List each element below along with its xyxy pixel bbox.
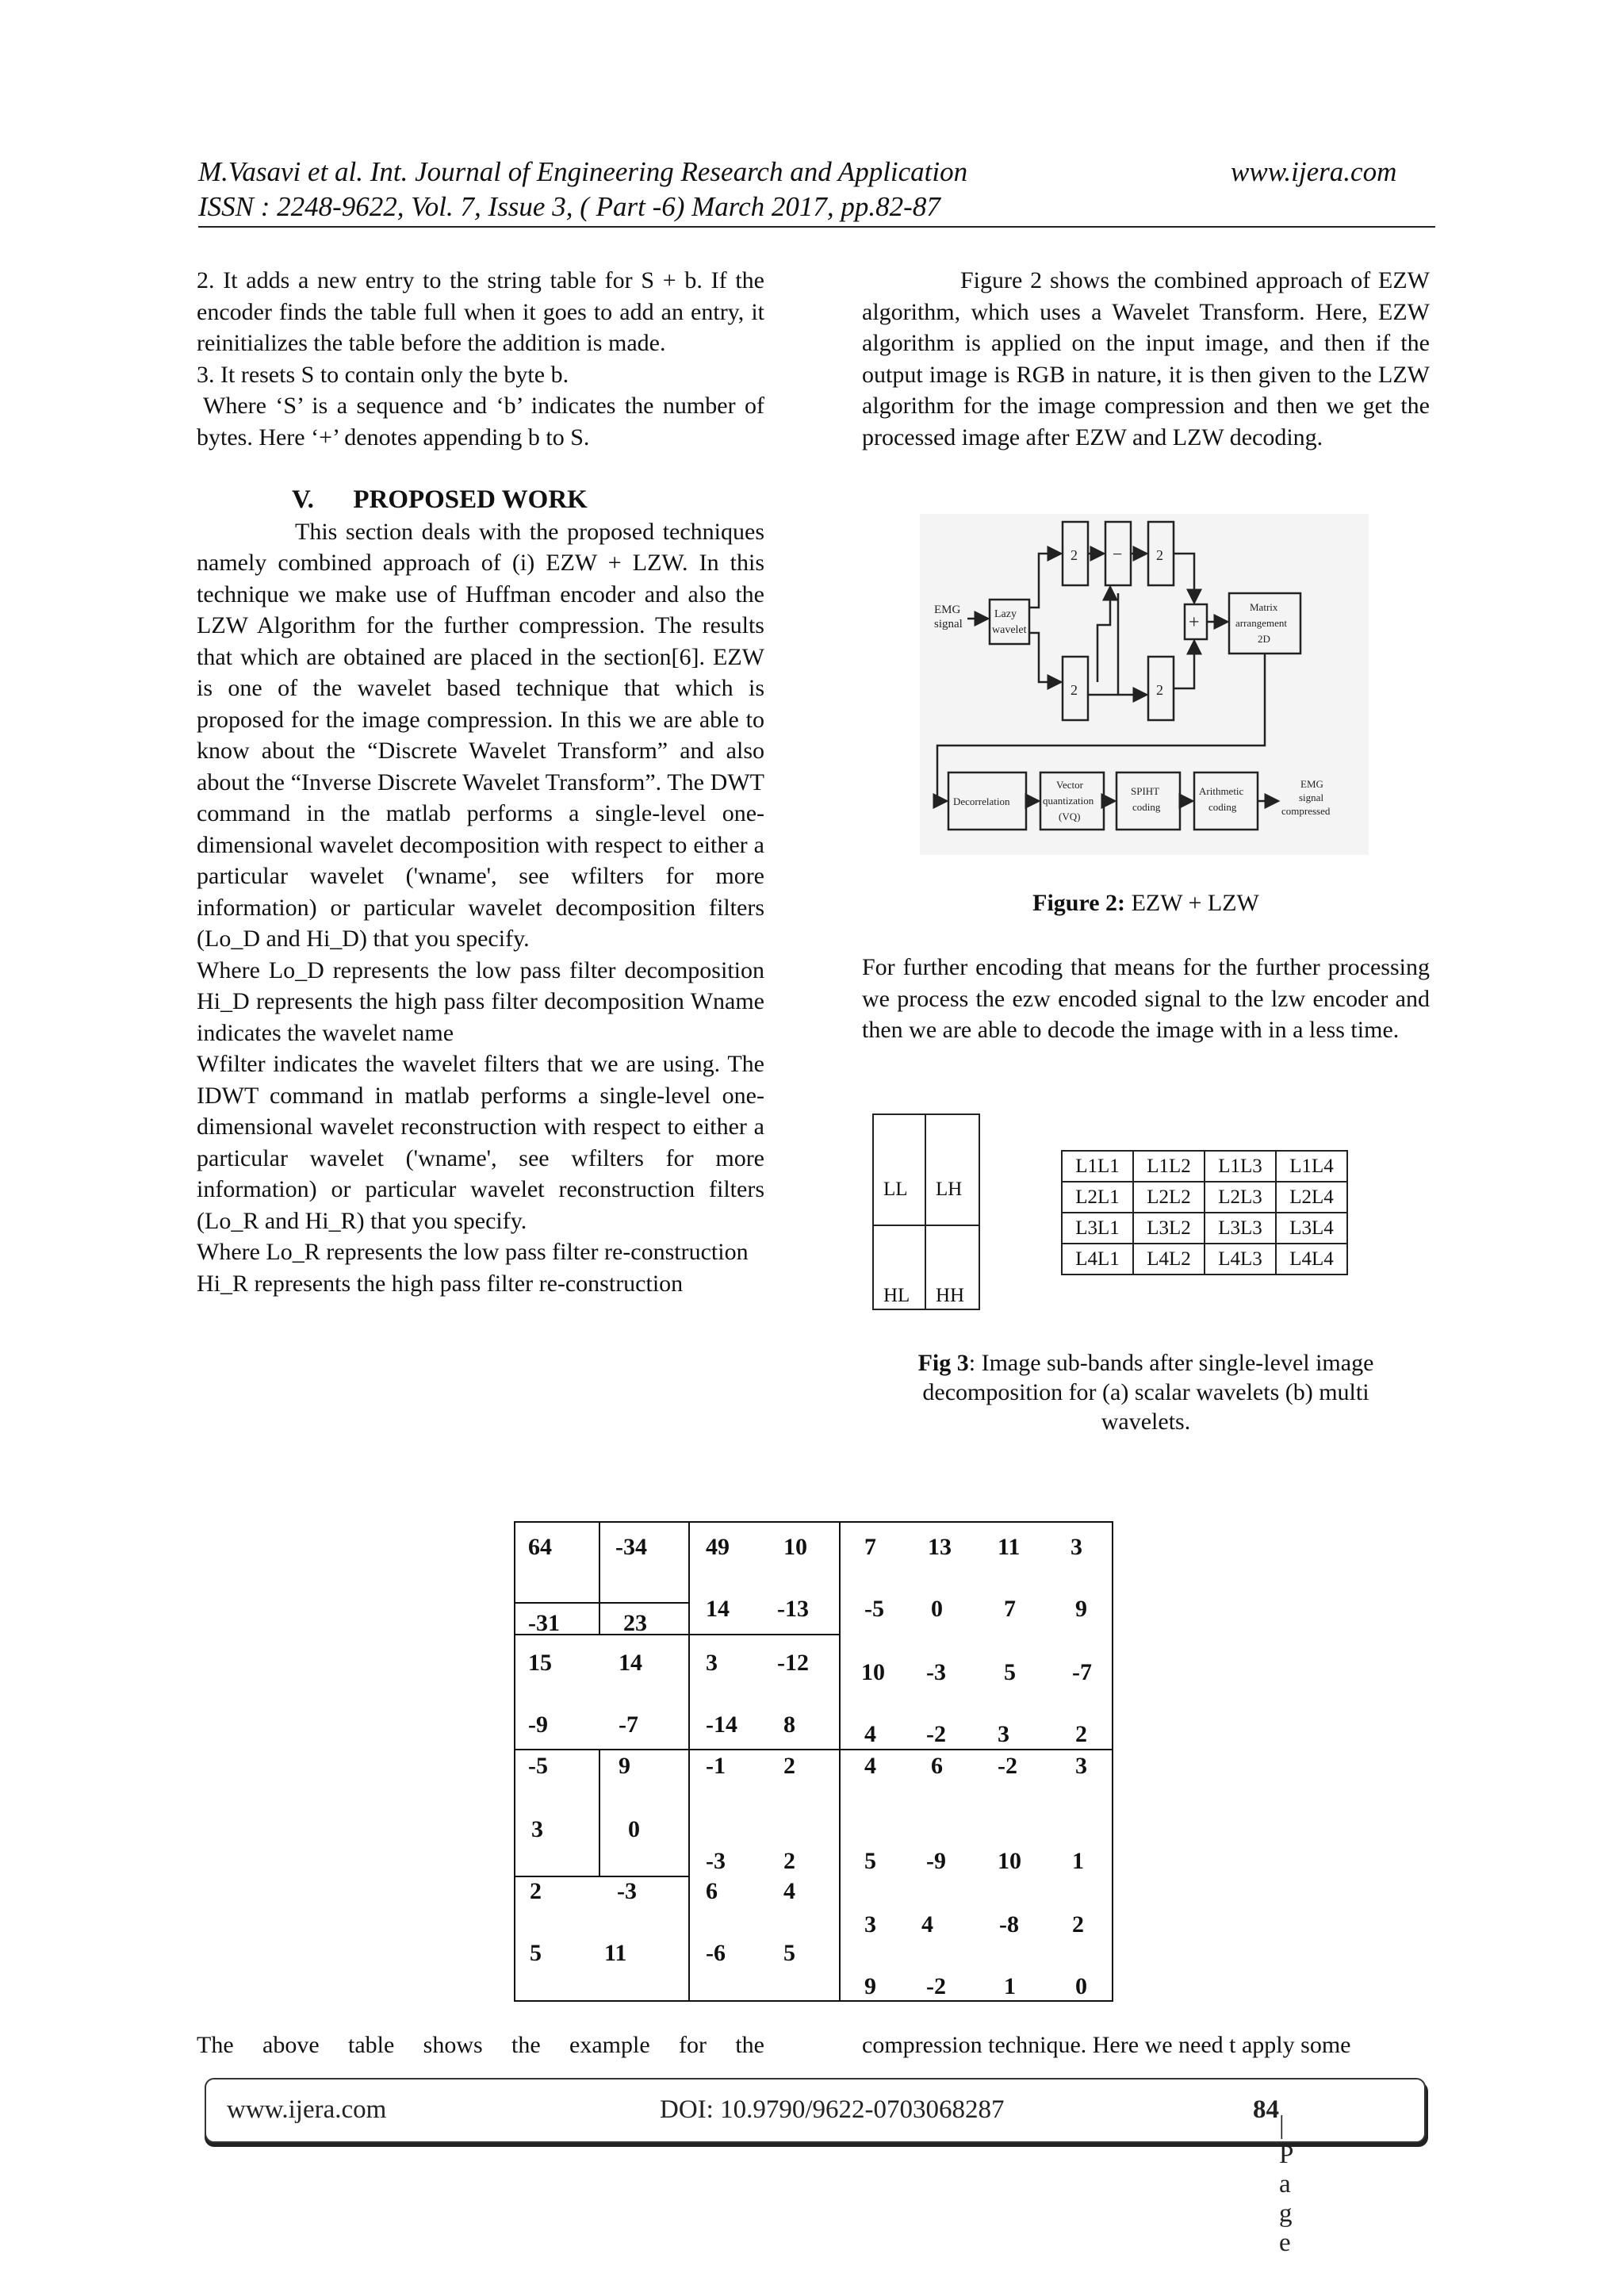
table-rule — [688, 1523, 690, 2000]
spiht-label: SPIHT — [1131, 785, 1160, 797]
paragraph: 2. It adds a new entry to the string table for S + b. If the encoder finds the table full when it goes to add an entry, it reinitializes the table before the addition is made. — [197, 267, 764, 356]
subband-cell: L1L1 — [1062, 1151, 1133, 1182]
upsample-label: 2 — [1156, 682, 1163, 698]
footer-website: www.ijera.com — [227, 2095, 387, 2124]
table-cell-value: 5 — [864, 1848, 876, 1874]
subband-cell: L2L1 — [1062, 1182, 1133, 1213]
paragraph: Where ‘S’ is a sequence and ‘b’ indicates the number of bytes. Here ‘+’ denotes appending b to S. — [197, 393, 764, 450]
table-cell-value: 6 — [931, 1753, 943, 1779]
subband-hl: HL — [883, 1285, 910, 1306]
vq-label: quantization — [1043, 795, 1094, 807]
upsample-label: 2 — [1156, 547, 1163, 563]
table-cell-value: 2 — [783, 1753, 795, 1779]
subband-cell: L3L2 — [1133, 1213, 1205, 1244]
table-cell-value: -9 — [528, 1711, 548, 1738]
figure2-caption — [862, 888, 1430, 918]
downsample-label: 2 — [1071, 682, 1078, 698]
journal-issue: ISSN : 2248-9622, Vol. 7, Issue 3, ( Part -6) March 2017, pp.82-87 — [198, 191, 940, 222]
table-cell-value: -9 — [926, 1848, 946, 1874]
table-cell-value: 49 — [706, 1534, 730, 1560]
table-cell-value: 7 — [864, 1534, 876, 1560]
table-cell-value: 14 — [706, 1596, 730, 1622]
table-cell-value: 3 — [864, 1911, 876, 1938]
table-cell-value: -3 — [926, 1659, 946, 1685]
figure2-diagram — [920, 514, 1369, 855]
figure3-caption-text: decomposition for (a) scalar wavelets (b) multi — [922, 1379, 1369, 1405]
table-cell-value: -5 — [528, 1753, 548, 1779]
figure3-caption — [862, 1348, 1430, 1436]
subband-cell: L4L3 — [1205, 1244, 1276, 1274]
table-rule — [515, 1602, 688, 1604]
subband-cell: L3L1 — [1062, 1213, 1133, 1244]
page-number: 84 — [1253, 2095, 1279, 2124]
lazy-wavelet-label: wavelet — [992, 624, 1027, 636]
paragraph: Wfilter indicates the wavelet filters that we are using. The IDWT command in matlab performs a single-level one-dimensional wavelet reconstruction with respect to either a particular wavelet ('wname', see wfilters for more information) or particular wavelet reconstruction filters (Lo_R and Hi_R) that you specify. — [197, 1051, 764, 1234]
table-cell-value: 3 — [1075, 1753, 1087, 1779]
subband-cell: L2L3 — [1205, 1182, 1276, 1213]
table-rule — [599, 1523, 600, 1634]
figure3-caption-text: wavelets. — [1101, 1409, 1191, 1435]
paragraph: This section deals with the proposed techniques namely combined approach of (i) EZW + LZW. In this technique we make use of Huffman encoder and also the LZW Algorithm for the further compression. The results that which are obtained are placed in the section[6]. EZW is one of the wavelet based technique that which is proposed for the image compression. In this we are able to know about the “Discrete Wavelet Transform” and also about the “Inverse Discrete Wavelet Transform”. The DWT command in the matlab performs a single-level one-dimensional wavelet decomposition with respect to either a particular wavelet ('wname', see wfilters for more information) or particular wavelet decomposition filters (Lo_D and Hi_D) that you specify. — [197, 518, 764, 952]
table-cell-value: -3 — [706, 1848, 726, 1874]
table-cell-value: 6 — [706, 1878, 718, 1904]
table-cell-value: 4 — [864, 1721, 876, 1747]
subband-ll: LL — [883, 1179, 908, 1200]
table-cell-value: -2 — [998, 1753, 1017, 1779]
table-cell-value: 7 — [1004, 1596, 1016, 1622]
paragraph: Where Lo_R represents the low pass filter re-construction — [197, 1239, 749, 1265]
right-column — [862, 265, 1430, 453]
subband-cell: L1L4 — [1276, 1151, 1347, 1182]
table-cell-value: -5 — [864, 1596, 884, 1622]
matrix-label: Matrix — [1250, 601, 1278, 613]
table-cell-value: -2 — [926, 1973, 946, 1999]
paragraph: For further encoding that means for the further processing we process the ezw encoded signal to the lzw encoder and then we are able to decode the image with in a less time. — [862, 954, 1430, 1043]
table-cell-value: 15 — [528, 1650, 552, 1676]
subband-cell: L4L2 — [1133, 1244, 1205, 1274]
emg-signal-label: signal — [934, 618, 963, 631]
table-cell-value: 9 — [864, 1973, 876, 1999]
paragraph: Hi_R represents the high pass filter re-construction — [197, 1270, 684, 1297]
table-cell-value: 5 — [1004, 1659, 1016, 1685]
table-cell-value: 0 — [628, 1816, 640, 1842]
paragraph: 3. It resets S to contain only the byte b. — [197, 361, 569, 388]
matrix-label: arrangement — [1235, 617, 1287, 629]
table-cell-value: 11 — [998, 1534, 1021, 1560]
table-cell-value: 4 — [864, 1753, 876, 1779]
subband-cell: L4L1 — [1062, 1244, 1133, 1274]
vq-label: (VQ) — [1059, 811, 1081, 822]
table-cell-value: -12 — [777, 1650, 809, 1676]
table-cell-value: 2 — [1072, 1911, 1084, 1938]
table-rule — [515, 1876, 688, 1877]
table-cell-value: -34 — [615, 1534, 647, 1560]
subband-lh: LH — [936, 1179, 963, 1200]
table-cell-value: -13 — [777, 1596, 809, 1622]
table-cell-value: 1 — [1072, 1848, 1084, 1874]
table-cell-value: 2 — [530, 1878, 542, 1904]
subband-cell: L3L3 — [1205, 1213, 1276, 1244]
table-cell-value: -7 — [619, 1711, 638, 1738]
emg-out-label: EMG — [1300, 778, 1323, 790]
subband-cell: L3L4 — [1276, 1213, 1347, 1244]
table-rule — [839, 1523, 841, 2000]
table-cell-value: 11 — [604, 1940, 627, 1966]
table-cell-value: 3 — [1071, 1534, 1082, 1560]
table-rule — [599, 1749, 600, 1876]
table-cell-value: 4 — [783, 1878, 795, 1904]
subband-cell: L4L4 — [1276, 1244, 1347, 1274]
table-cell-value: 10 — [998, 1848, 1021, 1874]
page-label: | P a g e — [1279, 2111, 1293, 2257]
emg-out-label: signal — [1299, 792, 1324, 803]
figure3-caption-text: : Image sub-bands after single-level image — [968, 1350, 1374, 1376]
figure3-caption-label: Fig 3 — [917, 1350, 969, 1376]
decorrelation-label: Decorrelation — [953, 795, 1010, 807]
table-cell-value: 2 — [783, 1848, 795, 1874]
subband-hh: HH — [936, 1285, 965, 1306]
header-rule — [198, 226, 1435, 228]
paragraph: Figure 2 shows the combined approach of EZW algorithm, which uses a Wavelet Transform. Here, EZW algorithm is applied on the input image, and then if the output image is RGB in nature, it is then given to the LZW algorithm for the image compression and then we get the processed image after EZW and LZW decoding. — [862, 267, 1430, 450]
journal-header: M.Vasavi et al. Int. Journal of Engineering Research and Application — [198, 156, 968, 187]
table-cell-value: 3 — [998, 1721, 1009, 1747]
table-cell-value: 2 — [1075, 1721, 1087, 1747]
lazy-wavelet-label: Lazy — [994, 608, 1017, 620]
table-cell-value: -6 — [706, 1940, 726, 1966]
downsample-label: 2 — [1071, 547, 1078, 563]
table-cell-value: 0 — [1075, 1973, 1087, 1999]
figure2-caption-text: EZW + LZW — [1125, 890, 1259, 916]
table-rule — [515, 1634, 839, 1635]
subband-cell: L1L2 — [1133, 1151, 1205, 1182]
table-cell-value: 10 — [783, 1534, 807, 1560]
footer-doi: DOI: 10.9790/9622-0703068287 — [660, 2095, 1005, 2124]
table-cell-value: 3 — [531, 1816, 543, 1842]
table-cell-value: 0 — [931, 1596, 943, 1622]
left-column — [197, 265, 764, 1299]
scalar-subband-figure — [872, 1114, 980, 1310]
subband-cell: L2L4 — [1276, 1182, 1347, 1213]
spiht-label: coding — [1132, 801, 1161, 813]
table-cell-value: 5 — [783, 1940, 795, 1966]
emg-signal-label: EMG — [934, 604, 961, 616]
section-heading: V. PROPOSED WORK — [292, 485, 588, 514]
table-rule — [515, 1749, 1112, 1750]
table-cell-value: -3 — [617, 1878, 637, 1904]
table-cell-value: 9 — [1075, 1596, 1087, 1622]
table-cell-value: -31 — [528, 1610, 560, 1636]
table-cell-value: 5 — [530, 1940, 542, 1966]
minus-label: − — [1113, 544, 1123, 564]
table-cell-value: 23 — [623, 1610, 647, 1636]
journal-website: www.ijera.com — [1231, 156, 1397, 187]
table-cell-value: 13 — [928, 1534, 952, 1560]
paragraph: Where Lo_D represents the low pass filter decomposition Hi_D represents the high pass filter decomposition Wname indicates the wavelet name — [197, 956, 764, 1046]
coefficient-table — [514, 1521, 1113, 2002]
table-cell-value: -1 — [706, 1753, 726, 1779]
table-cell-value: -14 — [706, 1711, 737, 1738]
table-cell-value: 14 — [619, 1650, 642, 1676]
table-cell-value: 8 — [783, 1711, 795, 1738]
plus-label: + — [1189, 612, 1200, 633]
subband-cell: L1L3 — [1205, 1151, 1276, 1182]
page-footer — [205, 2078, 1426, 2257]
table-cell-value: -8 — [999, 1911, 1019, 1938]
figure2-caption-label: Figure 2: — [1032, 890, 1126, 916]
table-cell-value: -2 — [926, 1721, 946, 1747]
paragraph: compression technique. Here we need t apply some — [862, 2032, 1351, 2058]
arithmetic-label: Arithmetic — [1199, 785, 1244, 797]
table-cell-value: -7 — [1072, 1659, 1092, 1685]
table-cell-value: 4 — [921, 1911, 933, 1938]
arithmetic-label: coding — [1208, 801, 1237, 813]
table-cell-value: 1 — [1004, 1973, 1016, 1999]
table-cell-value: 9 — [619, 1753, 630, 1779]
table-cell-value: 10 — [861, 1659, 885, 1685]
right-column-cont — [862, 952, 1430, 1046]
emg-out-label: compressed — [1281, 805, 1331, 817]
table-cell-value: 3 — [706, 1650, 718, 1676]
matrix-label: 2D — [1258, 633, 1270, 645]
subband-cell: L2L2 — [1133, 1182, 1205, 1213]
vq-label: Vector — [1056, 779, 1083, 791]
table-cell-value: 64 — [528, 1534, 552, 1560]
multi-subband-table — [1061, 1150, 1348, 1275]
paragraph: The above table shows the example for the — [197, 2032, 764, 2058]
